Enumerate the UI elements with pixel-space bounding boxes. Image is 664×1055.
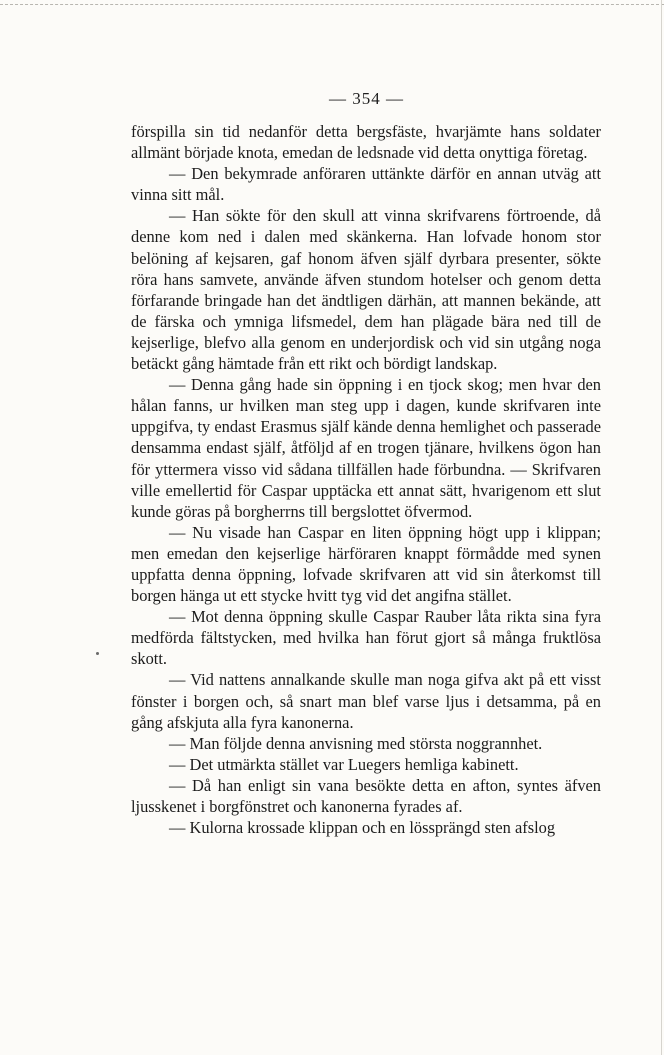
paragraph: — Han sökte för den skull att vinna skrifvarens förtroende, då denne kom ned i dalen med skänkerna. Han lofvade honom stor belöning af kejsaren, gaf honom äfven själf dyrbara presenter, sökte röra hans samvete, använde äfven stundom hotelser och genom detta förfarande bringade han det ändtligen därhän, att mannen bekände, att de färska och ymniga lifsmedel, dem han plägade bära ned till de kejserlige, blefvo alla genom en underjordisk och vid sin utgång noga betäckt gång hämtade från ett rikt och bördigt landskap.: [131, 206, 601, 374]
paragraph: — Mot denna öppning skulle Caspar Rauber låta rikta sina fyra medförda fältstycken, med hvilka han förut gjort så många fruktlösa skott.: [131, 607, 601, 669]
paragraph: — Då han enligt sin vana besökte detta en afton, syntes äfven ljusskenet i borgfönstret och kanonerna fyrades af.: [131, 775, 601, 816]
body-text: [131, 121, 601, 838]
page-right-edge: [661, 0, 662, 1055]
page-top-edge: [0, 4, 664, 5]
paragraph: — Det utmärkta stället var Luegers hemliga kabinett.: [169, 754, 519, 774]
paragraph: — Nu visade han Caspar en liten öppning högt upp i klippan; men emedan den kejserlige härföraren knappt förmådde med synen uppfatta denna öppning, lofvade skrifvaren att vid sin återkomst till borgen hänga ut ett stycke hvitt tyg vid det angifna stället.: [131, 522, 601, 606]
paragraph: — Kulorna krossade klippan och en lössprängd sten afslog: [169, 818, 556, 838]
paragraph: förspilla sin tid nedanför detta bergsfäste, hvarjämte hans soldater allmänt började knota, emedan de ledsnade vid detta onyttiga företag.: [131, 122, 601, 163]
margin-speck: [96, 652, 99, 655]
paragraph: — Den bekymrade anföraren uttänkte därför en annan utväg att vinna sitt mål.: [131, 164, 601, 205]
page-number: — 354 —: [329, 89, 404, 108]
paragraph: — Man följde denna anvisning med största noggrannhet.: [169, 733, 543, 753]
paragraph: — Denna gång hade sin öppning i en tjock skog; men hvar den hålan fanns, ur hvilken man steg upp i dagen, kunde skrifvaren inte uppgifva, ty endast Erasmus själf kände denna hemlighet och passerade densamma endast själf, åtföljd af en trogen tjänare, hvilkens ögon han för yttermera visso vid sådana tillfällen hade förbundna. — Skrifvaren ville emellertid för Caspar upptäcka ett annat sätt, hvarigenom ett slut kunde göras på borgherrns till bergslottet öfvermod.: [131, 375, 601, 521]
paragraph: — Vid nattens annalkande skulle man noga gifva akt på ett visst fönster i borgen och, så snart man blef varse ljus i detsamma, på en gång afskjuta alla fyra kanonerna.: [131, 670, 601, 732]
